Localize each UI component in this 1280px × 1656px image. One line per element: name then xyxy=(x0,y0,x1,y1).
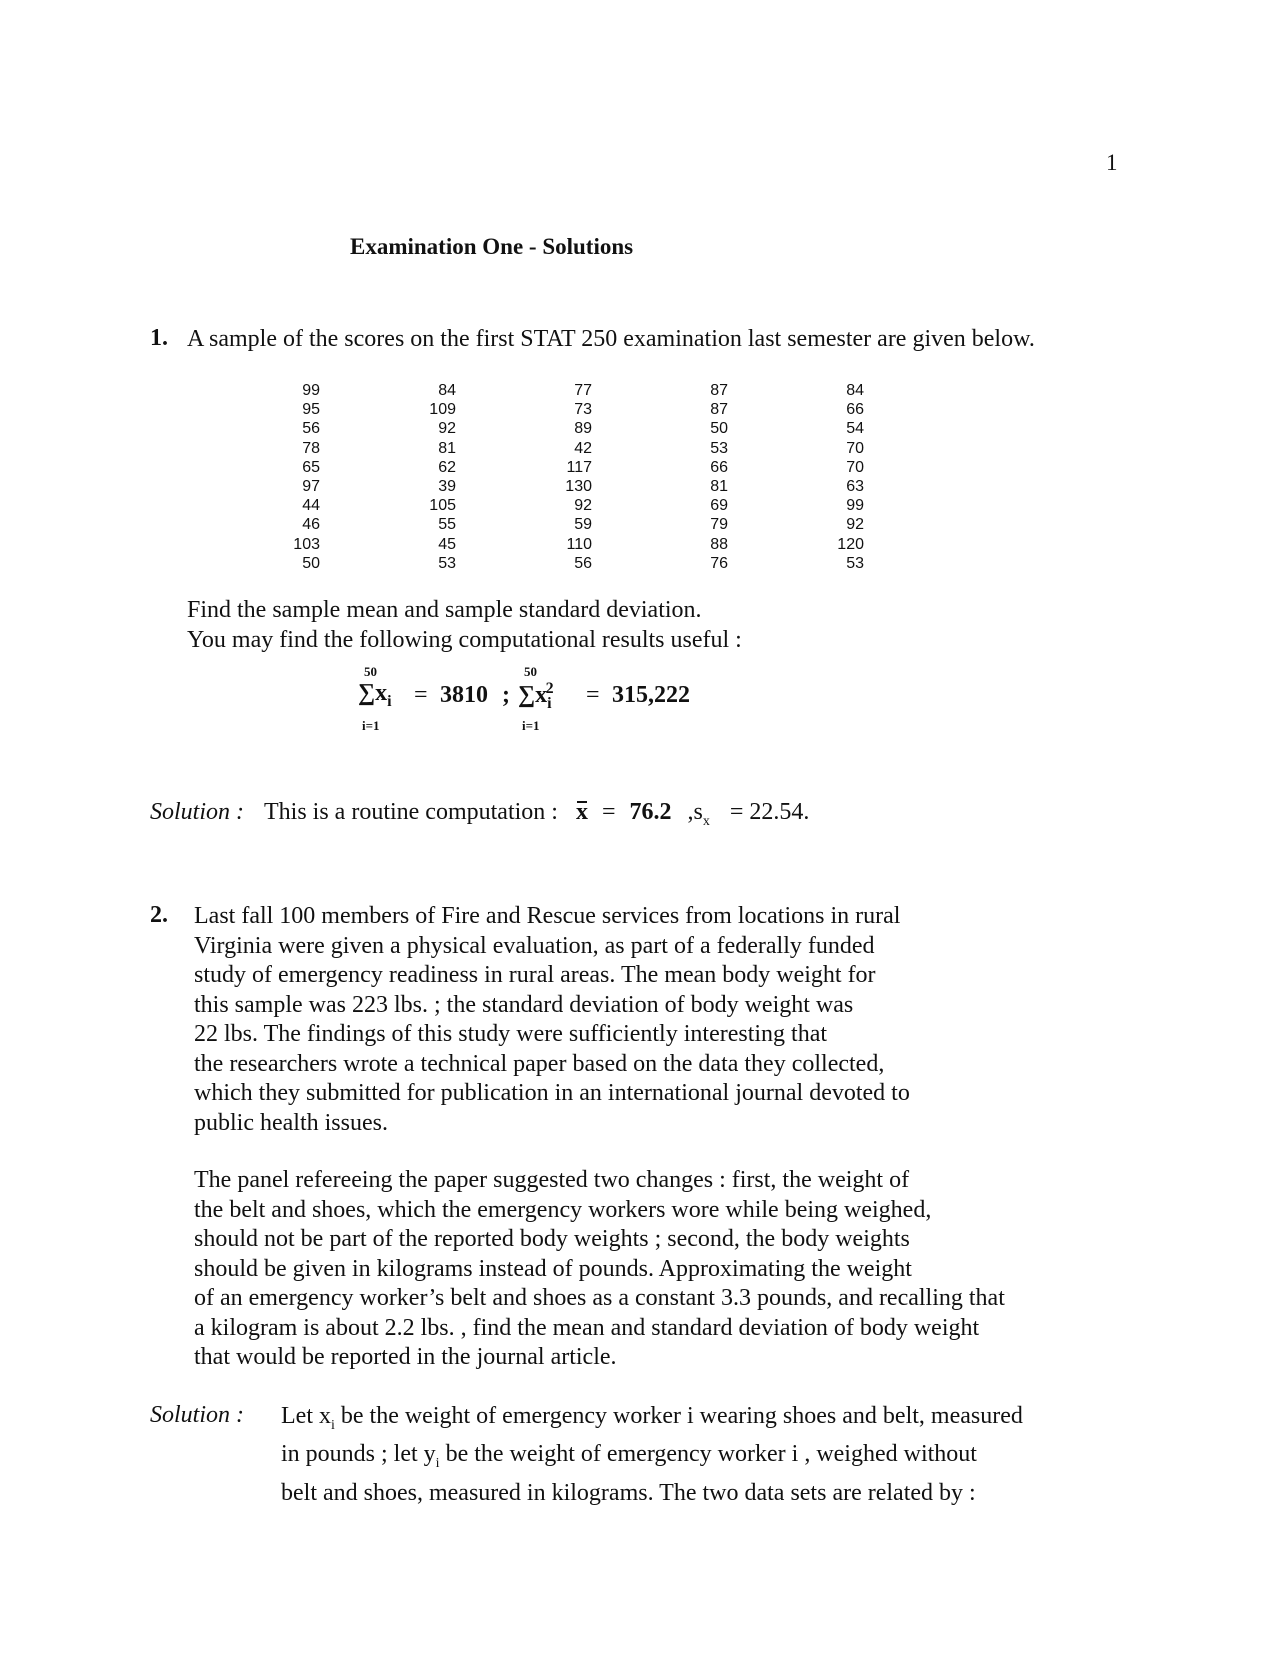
score-cell: 99 xyxy=(302,382,320,399)
score-cell: 81 xyxy=(438,439,456,457)
score-cell: 105 xyxy=(429,497,456,515)
score-cell: 63 xyxy=(846,477,864,495)
score-cell: 92 xyxy=(846,516,864,534)
score-cell: 78 xyxy=(302,439,320,457)
paragraph-line: The panel refereeing the paper suggested two changes : first, the weight of xyxy=(194,1167,910,1193)
score-cell: 54 xyxy=(846,420,864,438)
summation-formula xyxy=(352,664,752,738)
find-instructions xyxy=(187,596,742,655)
sum-x-upper-limit: 50 xyxy=(364,664,377,679)
score-cell: 79 xyxy=(710,516,728,534)
equals-sign: = xyxy=(414,682,428,708)
solution-1-text: This is a routine computation : xyxy=(264,799,558,825)
sample-mean-value: 76.2 xyxy=(629,799,672,825)
solution-2-label: Solution : xyxy=(150,1402,244,1428)
score-cell: 70 xyxy=(846,458,864,476)
score-cell: 59 xyxy=(574,516,592,534)
sd-label: s xyxy=(693,799,703,825)
paragraph-line: public health issues. xyxy=(194,1109,388,1136)
score-cell: 70 xyxy=(846,439,864,457)
equals-sign: = xyxy=(601,799,616,825)
score-cell: 56 xyxy=(302,420,320,438)
question-2-paragraph-2 xyxy=(194,1166,1094,1373)
score-cell: 56 xyxy=(574,554,592,572)
sum-x-expression: $\sum x_i$ xyxy=(358,680,392,710)
solution-2-text xyxy=(281,1402,1161,1508)
paragraph-line: Last fall 100 members of Fire and Rescue services from locations in rural xyxy=(194,903,901,929)
score-cell: 87 xyxy=(710,401,728,419)
score-cell: 81 xyxy=(710,477,728,495)
paragraph-line: the belt and shoes, which the emergency workers wore while being weighed, xyxy=(194,1196,932,1223)
score-cell: 50 xyxy=(302,554,320,572)
score-cell: 99 xyxy=(846,497,864,515)
score-cell: 39 xyxy=(438,477,456,495)
solution-1 xyxy=(150,799,809,830)
text-span: be the weight of emergency worker i wearing shoes and belt, measured xyxy=(334,1403,1023,1429)
score-cell: 88 xyxy=(710,535,728,553)
score-cell: 45 xyxy=(438,535,456,553)
find-line-1: Find the sample mean and sample standard deviation. xyxy=(187,597,702,623)
score-cell: 62 xyxy=(438,458,456,476)
score-cell: 103 xyxy=(293,535,320,553)
score-cell: 65 xyxy=(302,458,320,476)
score-cell: 110 xyxy=(566,535,592,553)
solution-1-label: Solution : xyxy=(150,799,244,825)
paragraph-line: a kilogram is about 2.2 lbs. , find the mean and standard deviation of body weight xyxy=(194,1314,980,1341)
question-1-number: 1. xyxy=(150,325,168,351)
question-2-number: 2. xyxy=(150,902,168,928)
solution-2-line-1: Let $x_i$ be the weight of emergency worker i wearing shoes and belt, measured xyxy=(281,1403,1023,1433)
score-cell: 42 xyxy=(574,439,592,457)
scores-column-4 xyxy=(678,381,728,573)
scores-column-2 xyxy=(406,381,456,573)
score-cell: 109 xyxy=(429,401,456,419)
score-cell: 66 xyxy=(710,458,728,476)
page-number: 1 xyxy=(1106,150,1118,175)
score-cell: 84 xyxy=(438,382,456,399)
sum-x2-lower-limit: i=1 xyxy=(522,718,540,733)
text-span: in pounds ; let y xyxy=(281,1441,436,1468)
text-span: be the weight of emergency worker i , weighed without xyxy=(439,1441,977,1468)
question-2-paragraph-1 xyxy=(194,902,1094,1138)
equals-sign: = xyxy=(586,682,600,708)
solution-2-line-3: belt and shoes, measured in kilograms. The two data sets are related by : xyxy=(281,1479,976,1506)
sum-x-lower-limit: i=1 xyxy=(362,718,380,733)
formula-separator: ; xyxy=(502,682,510,708)
paragraph-line: this sample was 223 lbs. ; the standard deviation of body weight was xyxy=(194,991,854,1018)
scores-column-5 xyxy=(814,381,864,573)
sd-symbol: $s_x$ xyxy=(693,799,710,829)
paragraph-line: should not be part of the reported body weights ; second, the body weights xyxy=(194,1226,910,1252)
sum-x-value: 3810 xyxy=(440,682,488,708)
score-cell: 46 xyxy=(302,516,320,534)
paragraph-line: of an emergency worker’s belt and shoes as a constant 3.3 pounds, and recalling that xyxy=(194,1285,1005,1311)
score-cell: 53 xyxy=(710,439,728,457)
score-cell: 53 xyxy=(846,554,864,572)
sum-x2-value: 315,222 xyxy=(612,682,690,708)
score-cell: 73 xyxy=(574,401,592,419)
scores-column-1 xyxy=(270,381,320,573)
score-cell: 89 xyxy=(574,420,592,438)
score-cell: 77 xyxy=(574,382,592,399)
paragraph-line: study of emergency readiness in rural areas. The mean body weight for xyxy=(194,962,876,988)
find-line-2: You may find the following computational results useful : xyxy=(187,626,742,653)
scores-column-3 xyxy=(542,381,592,573)
sum-x2-expression: $\sum x_i^2$ xyxy=(518,680,554,712)
score-cell: 87 xyxy=(710,382,728,399)
paragraph-line: should be given in kilograms instead of pounds. Approximating the weight xyxy=(194,1255,912,1282)
score-cell: 84 xyxy=(846,382,864,399)
score-cell: 50 xyxy=(710,420,728,438)
score-cell: 55 xyxy=(438,516,456,534)
score-cell: 117 xyxy=(566,458,592,476)
solution-2-line-2: in pounds ; let $y_i$ be the weight of emergency worker i , weighed without xyxy=(281,1441,977,1472)
score-cell: 69 xyxy=(710,497,728,515)
score-cell: 130 xyxy=(565,477,592,495)
paragraph-line: which they submitted for publication in an international journal devoted to xyxy=(194,1080,910,1106)
text-span: Let x xyxy=(281,1403,331,1429)
score-cell: 92 xyxy=(574,497,592,515)
page-title: Examination One - Solutions xyxy=(350,234,634,259)
score-cell: 95 xyxy=(302,401,320,419)
score-cell: 53 xyxy=(438,554,456,572)
score-cell: 97 xyxy=(302,477,320,495)
sum-x2-upper-limit: 50 xyxy=(524,664,537,679)
paragraph-line: Virginia were given a physical evaluation, as part of a federally funded xyxy=(194,932,875,959)
sample-mean-symbol: x xyxy=(575,799,588,825)
question-1-prompt: A sample of the scores on the first STAT 250 examination last semester are given below. xyxy=(187,326,1035,352)
paragraph-line: that would be reported in the journal article. xyxy=(194,1344,617,1370)
score-cell: 66 xyxy=(846,401,864,419)
paragraph-line: the researchers wrote a technical paper based on the data they collected, xyxy=(194,1050,885,1077)
sd-value: = 22.54. xyxy=(729,799,810,825)
score-cell: 92 xyxy=(438,420,456,438)
score-cell: 76 xyxy=(710,554,728,572)
comma: , xyxy=(687,799,694,825)
score-cell: 120 xyxy=(837,535,864,553)
score-cell: 44 xyxy=(302,497,320,515)
paragraph-line: 22 lbs. The findings of this study were sufficiently interesting that xyxy=(194,1021,828,1047)
